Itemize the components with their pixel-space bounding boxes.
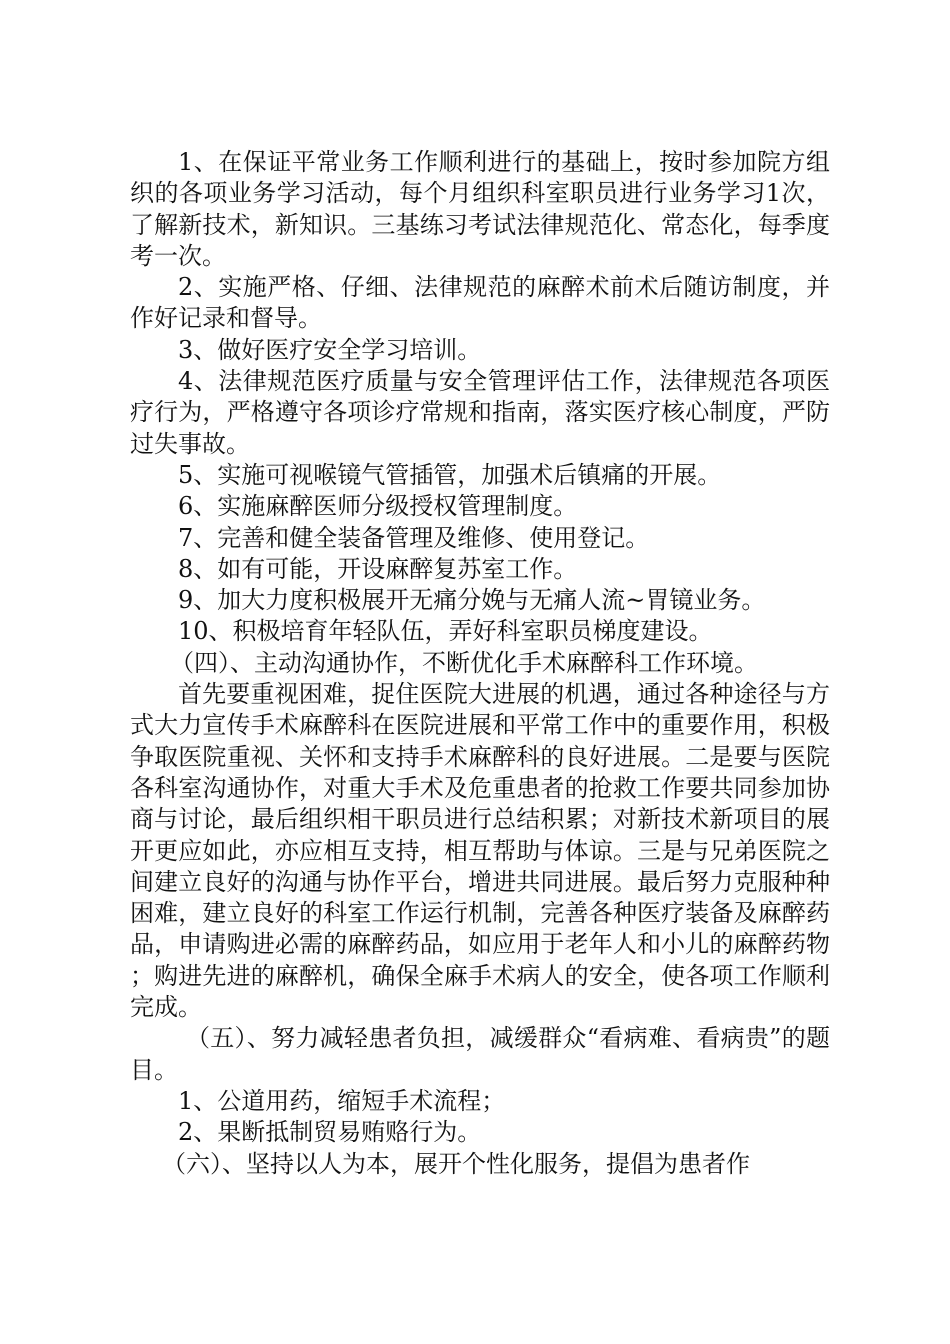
- paragraph-body-section-4: 首先要重视困难，捉住医院大进展的机遇，通过各种途径与方式大力宣传手术麻醉科在医院进展和平常工作中的重要作用，积极争取医院重视、关怀和支持手术麻醉科的良好进展。二是要与医院各科室沟通协作，对重大手术及危重患者的抢救工作要共同参加协商与讨论，最后组织相干职员进行总结积累；对新技术新项目的展开更应如此，亦应相互支持，相互帮助与体谅。三是与兄弟医院之间建立良好的沟通与协作平台，增进共同进展。最后努力克服种种困难，建立良好的科室工作运行机制，完善各种医疗装备及麻醉药品，申请购进必需的麻醉药品，如应用于老年人和小儿的麻醉药物；购进先进的麻醉机，确保全麻手术病人的安全，使各项工作顺利完成。: [130, 680, 830, 1022]
- paragraph-item-5-1: 1、公道用药，缩短手术流程；: [178, 1086, 506, 1115]
- paragraph-item-5-2: 2、果断抵制贸易贿赂行为。: [178, 1118, 482, 1147]
- paragraph-item-5: 5、实施可视喉镜气管插管，加强术后镇痛的开展。: [178, 460, 722, 489]
- paragraph-item-10: 10、积极培育年轻队伍，弄好科室职员梯度建设。: [178, 617, 713, 646]
- section-heading-5: （五）、努力减轻患者负担，减缓群众“看病难、看病贵”的题目。: [130, 1024, 830, 1084]
- paragraph-item-4: 4、法律规范医疗质量与安全管理评估工作，法律规范各项医疗行为，严格遵守各项诊疗常规和指南，落实医疗核心制度，严防过失事故。: [130, 367, 830, 458]
- paragraph-item-6: 6、实施麻醉医师分级授权管理制度。: [178, 492, 578, 521]
- document-body: [130, 147, 830, 1180]
- section-heading-6: （六）、坚持以人为本，展开个性化服务，提倡为患者作: [162, 1149, 750, 1178]
- paragraph-item-8: 8、如有可能，开设麻醉复苏室工作。: [178, 554, 578, 583]
- paragraph-item-3: 3、做好医疗安全学习培训。: [178, 335, 482, 364]
- paragraph-item-2: 2、实施严格、仔细、法律规范的麻醉术前术后随访制度，并作好记录和督导。: [130, 273, 830, 333]
- paragraph-item-7: 7、完善和健全装备管理及维修、使用登记。: [178, 523, 650, 552]
- paragraph-item-9: 9、加大力度积极展开无痛分娩与无痛人流~胃镜业务。: [178, 586, 766, 615]
- section-heading-4: （四）、主动沟通协作，不断优化手术麻醉科工作环境。: [170, 648, 758, 677]
- paragraph-item-1: 1、在保证平常业务工作顺利进行的基础上，按时参加院方组织的各项业务学习活动，每个月组织科室职员进行业务学习1次，了解新技术，新知识。三基练习考试法律规范化、常态化，每季度考一次。: [130, 148, 830, 270]
